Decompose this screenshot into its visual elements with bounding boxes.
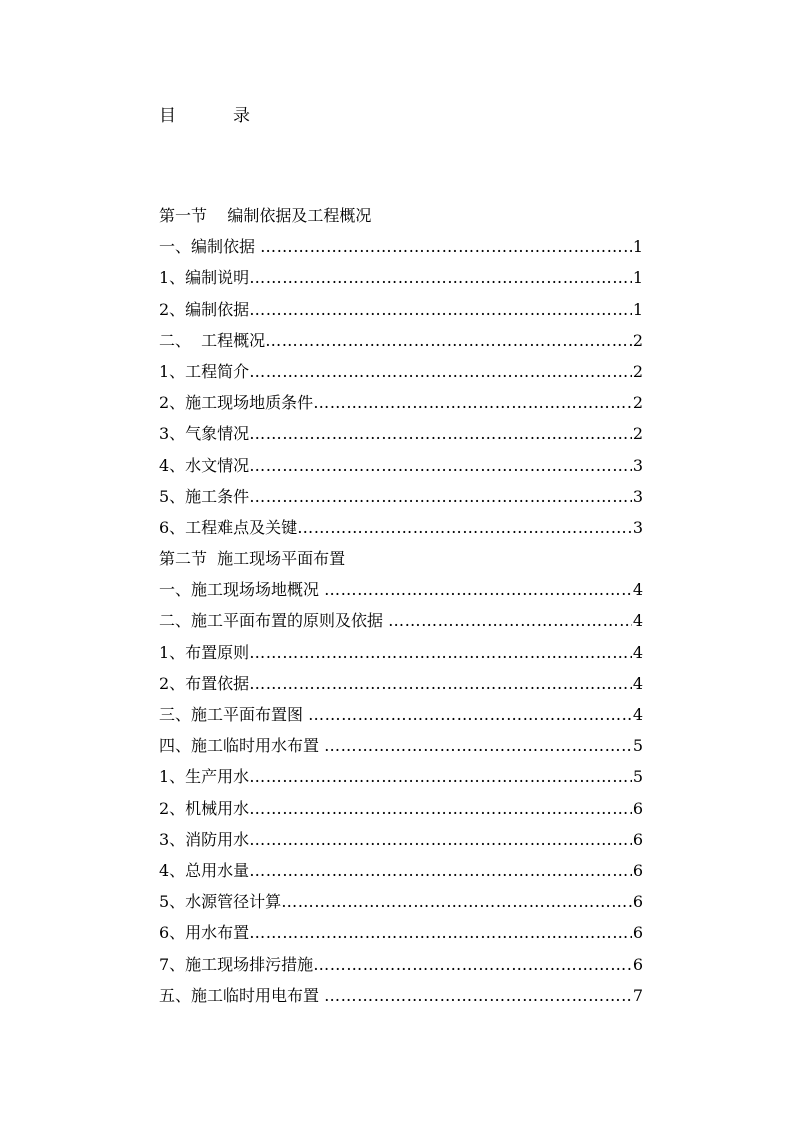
dot-leader — [249, 481, 632, 512]
dot-leader — [265, 325, 632, 356]
dot-leader — [249, 855, 632, 886]
toc-entry-page-number: 5 — [632, 767, 643, 787]
toc-entry-page-number: 2 — [632, 361, 643, 381]
dot-leader — [249, 793, 632, 824]
toc-title-part1: 目 — [159, 106, 176, 126]
dot-leader — [324, 980, 632, 1011]
toc-entry-label: 1、生产用水 — [159, 767, 250, 787]
dot-leader — [297, 512, 632, 543]
dot-leader — [249, 418, 632, 449]
dot-leader — [388, 605, 632, 636]
toc-entry-page-number: 2 — [632, 393, 643, 413]
toc-entry-page-number: 6 — [632, 829, 643, 849]
toc-entry-label: 二、施工平面布置的原则及依据 — [159, 611, 389, 631]
toc-entry[interactable] — [159, 512, 643, 543]
toc-entry[interactable] — [159, 761, 643, 792]
toc-entry-label: 3、气象情况 — [159, 424, 250, 444]
toc-entry[interactable] — [159, 418, 643, 449]
dot-leader — [260, 231, 632, 262]
toc-entry-page-number: 6 — [632, 954, 643, 974]
toc-entry-label: 4、水文情况 — [159, 455, 250, 475]
dot-leader — [313, 949, 632, 980]
toc-entry-label: 四、施工临时用水布置 — [159, 736, 325, 756]
dot-leader — [249, 637, 632, 668]
toc-entry[interactable] — [159, 917, 643, 948]
dot-leader — [249, 450, 632, 481]
toc-entry[interactable] — [159, 668, 643, 699]
toc-entry[interactable] — [159, 450, 643, 481]
toc-entry-page-number: 5 — [632, 736, 643, 756]
toc-entry-page-number: 4 — [632, 705, 643, 724]
toc-entry-page-number: 3 — [632, 455, 643, 475]
section-heading: 第二节 施工现场平面布置 — [159, 549, 346, 569]
toc-entry-label: 2、机械用水 — [159, 798, 250, 818]
toc-entry[interactable] — [159, 824, 643, 855]
toc-entry-label: 6、工程难点及关键 — [159, 517, 298, 537]
dot-leader — [281, 886, 632, 917]
dot-leader — [249, 824, 632, 855]
toc-entry-label: 1、布置原则 — [159, 642, 250, 662]
toc-entry-label: 一、编制依据 — [159, 237, 261, 257]
dot-leader — [249, 761, 632, 792]
dot-leader — [308, 699, 632, 730]
section-heading: 第一节 编制依据及工程概况 — [159, 206, 372, 225]
toc-entry[interactable] — [159, 855, 643, 886]
table-of-contents — [159, 200, 643, 1011]
toc-entry-label: 二、 工程概况 — [159, 330, 266, 350]
toc-entry-label: 一、施工现场场地概况 — [159, 580, 325, 600]
toc-entry-page-number: 6 — [632, 892, 643, 912]
toc-entry[interactable] — [159, 699, 643, 730]
dot-leader — [324, 574, 632, 605]
toc-entry[interactable] — [159, 637, 643, 668]
toc-entry[interactable] — [159, 793, 643, 824]
toc-entry[interactable] — [159, 886, 643, 917]
dot-leader — [249, 294, 632, 325]
toc-entry[interactable] — [159, 574, 643, 605]
toc-title-part2: 录 — [233, 106, 250, 126]
toc-entry[interactable] — [159, 730, 643, 761]
toc-entry[interactable] — [159, 949, 643, 980]
toc-entry-label: 6、用水布置 — [159, 923, 250, 943]
toc-entry-page-number: 1 — [632, 237, 643, 257]
toc-entry-label: 3、消防用水 — [159, 829, 250, 849]
toc-entry[interactable] — [159, 605, 643, 636]
dot-leader — [313, 387, 632, 418]
toc-entry-page-number: 4 — [632, 673, 643, 693]
toc-entry-page-number: 6 — [632, 860, 643, 880]
toc-entry-label: 三、施工平面布置图 — [159, 705, 309, 724]
toc-entry-label: 五、施工临时用电布置 — [159, 985, 325, 1005]
toc-entry-label: 2、编制依据 — [159, 299, 250, 319]
dot-leader — [249, 668, 632, 699]
toc-entry-label: 5、水源管径计算 — [159, 892, 282, 912]
toc-entry-page-number: 4 — [632, 580, 643, 600]
toc-entry[interactable] — [159, 980, 643, 1011]
toc-entry-page-number: 2 — [632, 330, 643, 350]
toc-entry[interactable] — [159, 325, 643, 356]
toc-entry-label: 2、布置依据 — [159, 673, 250, 693]
dot-leader — [249, 262, 632, 293]
toc-entry-page-number: 3 — [632, 517, 643, 537]
toc-entry-page-number: 6 — [632, 798, 643, 818]
dot-leader — [324, 730, 632, 761]
toc-entry-label: 4、总用水量 — [159, 860, 250, 880]
toc-entry-page-number: 7 — [632, 985, 643, 1005]
dot-leader — [249, 356, 632, 387]
toc-entry-page-number: 1 — [632, 299, 643, 319]
toc-entry[interactable] — [159, 231, 643, 262]
toc-entry-page-number: 4 — [632, 642, 643, 662]
toc-entry[interactable] — [159, 356, 643, 387]
dot-leader — [249, 917, 632, 948]
toc-entry[interactable] — [159, 481, 643, 512]
toc-entry[interactable] — [159, 387, 643, 418]
toc-title — [159, 104, 250, 128]
toc-entry-label: 5、施工条件 — [159, 486, 250, 506]
toc-entry-label: 7、施工现场排污措施 — [159, 954, 314, 974]
toc-entry-page-number: 1 — [632, 268, 643, 288]
toc-entry-page-number: 3 — [632, 486, 643, 506]
toc-entry-label: 2、施工现场地质条件 — [159, 393, 314, 413]
toc-entry-label: 1、编制说明 — [159, 268, 250, 288]
toc-entry-label: 1、工程简介 — [159, 361, 250, 381]
toc-entry-page-number: 4 — [632, 611, 643, 631]
toc-entry[interactable] — [159, 262, 643, 293]
toc-entry-page-number: 2 — [632, 424, 643, 444]
toc-entry[interactable] — [159, 294, 643, 325]
toc-entry-page-number: 6 — [632, 923, 643, 943]
